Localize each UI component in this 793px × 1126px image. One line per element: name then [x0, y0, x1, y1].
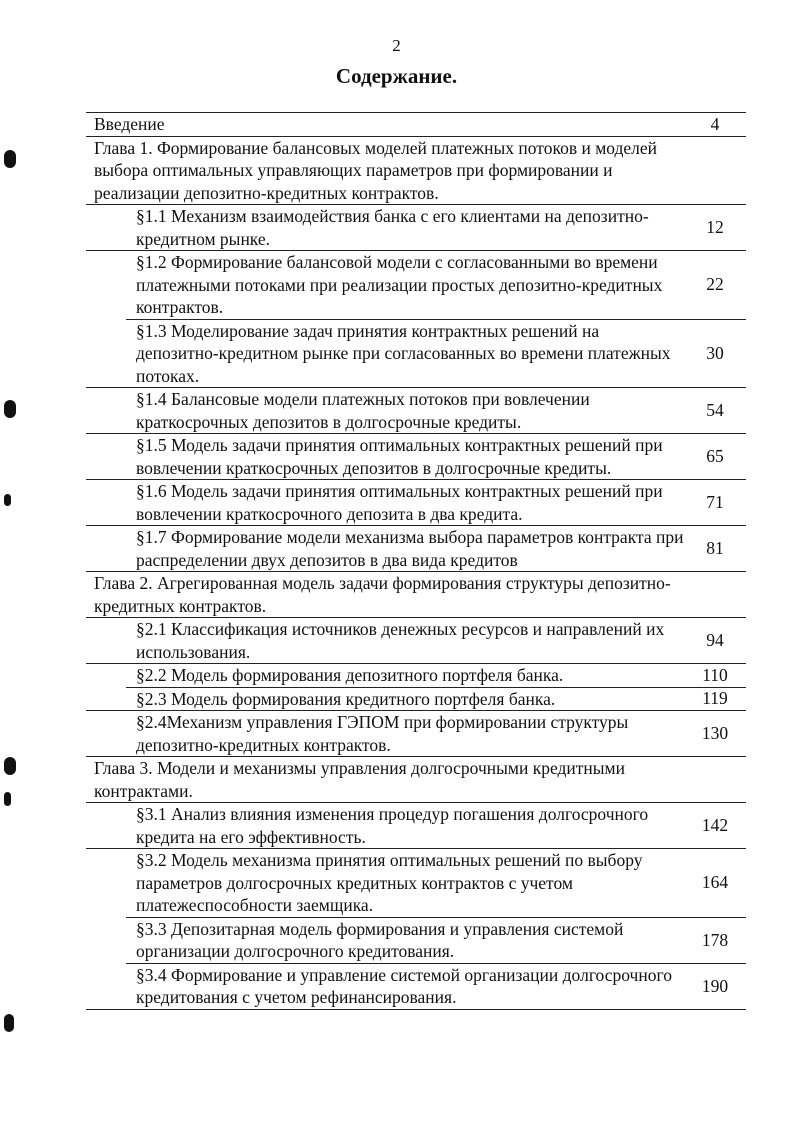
toc-entry-page: 94 — [706, 630, 724, 650]
toc-entry-title: §1.7 Формирование модели механизма выбора параметров контракта при распределении двух депозитов в два вида кредитов — [136, 527, 684, 570]
toc-entry-page: 30 — [706, 342, 724, 363]
toc-entry-title: §2.2 Модель формирования депозитного портфеля банка. — [136, 665, 564, 685]
toc-entry-title: §3.1 Анализ влияния изменения процедур погашения долгосрочного кредита на его эффективность. — [136, 804, 649, 847]
toc-entry-title: §3.4 Формирование и управление системой организации долгосрочного кредитования с учетом рефинансирования. — [136, 964, 672, 1007]
toc-section-row — [86, 688, 746, 712]
toc-entry-page: 81 — [706, 538, 724, 558]
toc-entry-title: §2.3 Модель формирования кредитного портфеля банка. — [136, 688, 556, 709]
toc-entry-page: 119 — [702, 688, 728, 709]
toc-entry-title: §1.4 Балансовые модели платежных потоков при вовлечении краткосрочных депозитов в долгосрочные кредиты. — [136, 389, 590, 432]
toc-section-row — [86, 320, 746, 389]
toc-entry-page: 22 — [706, 274, 724, 295]
toc-entry-title: Глава 1. Формирование балансовых моделей платежных потоков и моделей выбора оптимальных управляющих параметров при формировании и реализации депозитно-кредитных контрактов. — [94, 137, 658, 203]
toc-chapter-row — [86, 137, 746, 206]
toc-entry-title: §1.3 Моделирование задач принятия контрактных решений на депозитно-кредитном рынке при согласованных во времени платежных потоках. — [136, 320, 671, 386]
toc-entry-page — [684, 572, 746, 617]
toc-entry-title: Введение — [94, 114, 165, 134]
toc-section-row — [86, 526, 746, 572]
binder-hole-mark — [4, 792, 11, 806]
toc-entry-title: §3.3 Депозитарная модель формирования и управления системой организации долгосрочного кредитования. — [136, 918, 624, 961]
toc-entry-title: Глава 2. Агрегированная модель задачи формирования структуры депозитно-кредитных контрактов. — [94, 573, 671, 616]
toc-entry-page: 110 — [702, 664, 728, 685]
toc-entry-page: 12 — [706, 217, 724, 237]
toc-chapter-row — [86, 757, 746, 803]
toc-section-row — [86, 711, 746, 757]
toc-entry-page: 130 — [701, 723, 729, 743]
toc-entry-title: §1.5 Модель задачи принятия оптимальных контрактных решений при вовлечении краткосрочных депозитов в долгосрочные кредиты. — [136, 435, 663, 478]
binder-hole-mark — [4, 494, 11, 506]
toc-section-row — [86, 388, 746, 434]
toc-chapter-row — [86, 113, 746, 137]
toc-chapter-row — [86, 572, 746, 618]
toc-section-row — [86, 205, 746, 251]
toc-entry-title: §1.1 Механизм взаимодействия банка с его клиентами на депозитно-кредитном рынке. — [136, 206, 649, 249]
binder-hole-mark — [4, 1014, 14, 1032]
toc-entry-title: §2.4Механизм управления ГЭПОМ при формировании структуры депозитно-кредитных контрактов. — [136, 712, 629, 755]
toc-entry-page: 4 — [710, 113, 720, 134]
toc-entry-page: 190 — [701, 975, 729, 996]
toc-section-row — [86, 251, 746, 320]
toc-section-row — [86, 434, 746, 480]
toc-section-row — [86, 964, 746, 1010]
toc-section-row — [86, 918, 746, 964]
toc-section-row — [86, 480, 746, 526]
toc-entry-title: Глава 3. Модели и механизмы управления долгосрочными кредитными контрактами. — [94, 758, 625, 801]
binder-hole-mark — [4, 400, 16, 418]
toc-entry-page — [684, 757, 746, 802]
toc-entry-title: §2.1 Классификация источников денежных ресурсов и направлений их использования. — [136, 619, 665, 662]
toc-entry-page: 65 — [706, 446, 724, 466]
toc-entry-title: §3.2 Модель механизма принятия оптимальных решений по выбору параметров долгосрочных кредитных контрактов с учетом платежеспособности заемщика. — [136, 850, 643, 915]
page-number: 2 — [392, 36, 401, 55]
toc-entry-page: 54 — [706, 400, 724, 420]
toc-entry-page: 164 — [701, 872, 729, 893]
binder-hole-mark — [4, 757, 16, 775]
toc-section-row — [86, 849, 746, 918]
toc-section-row — [86, 618, 746, 664]
toc-section-row — [86, 803, 746, 849]
toc-entry-page — [684, 137, 746, 205]
binder-hole-mark — [4, 150, 16, 168]
toc-entry-title: §1.2 Формирование балансовой модели с согласованными во времени платежными потоками при реализации простых депозитно-кредитных контрактов. — [136, 252, 663, 317]
toc-entry-title: §1.6 Модель задачи принятия оптимальных контрактных решений при вовлечении краткосрочного депозита в два кредита. — [136, 481, 663, 524]
page-title: Содержание. — [335, 64, 458, 88]
toc-entry-page: 142 — [701, 815, 729, 835]
toc-entry-page: 71 — [706, 492, 724, 512]
table-of-contents — [86, 112, 746, 1010]
toc-entry-page: 178 — [701, 929, 729, 950]
toc-section-row — [86, 664, 746, 688]
